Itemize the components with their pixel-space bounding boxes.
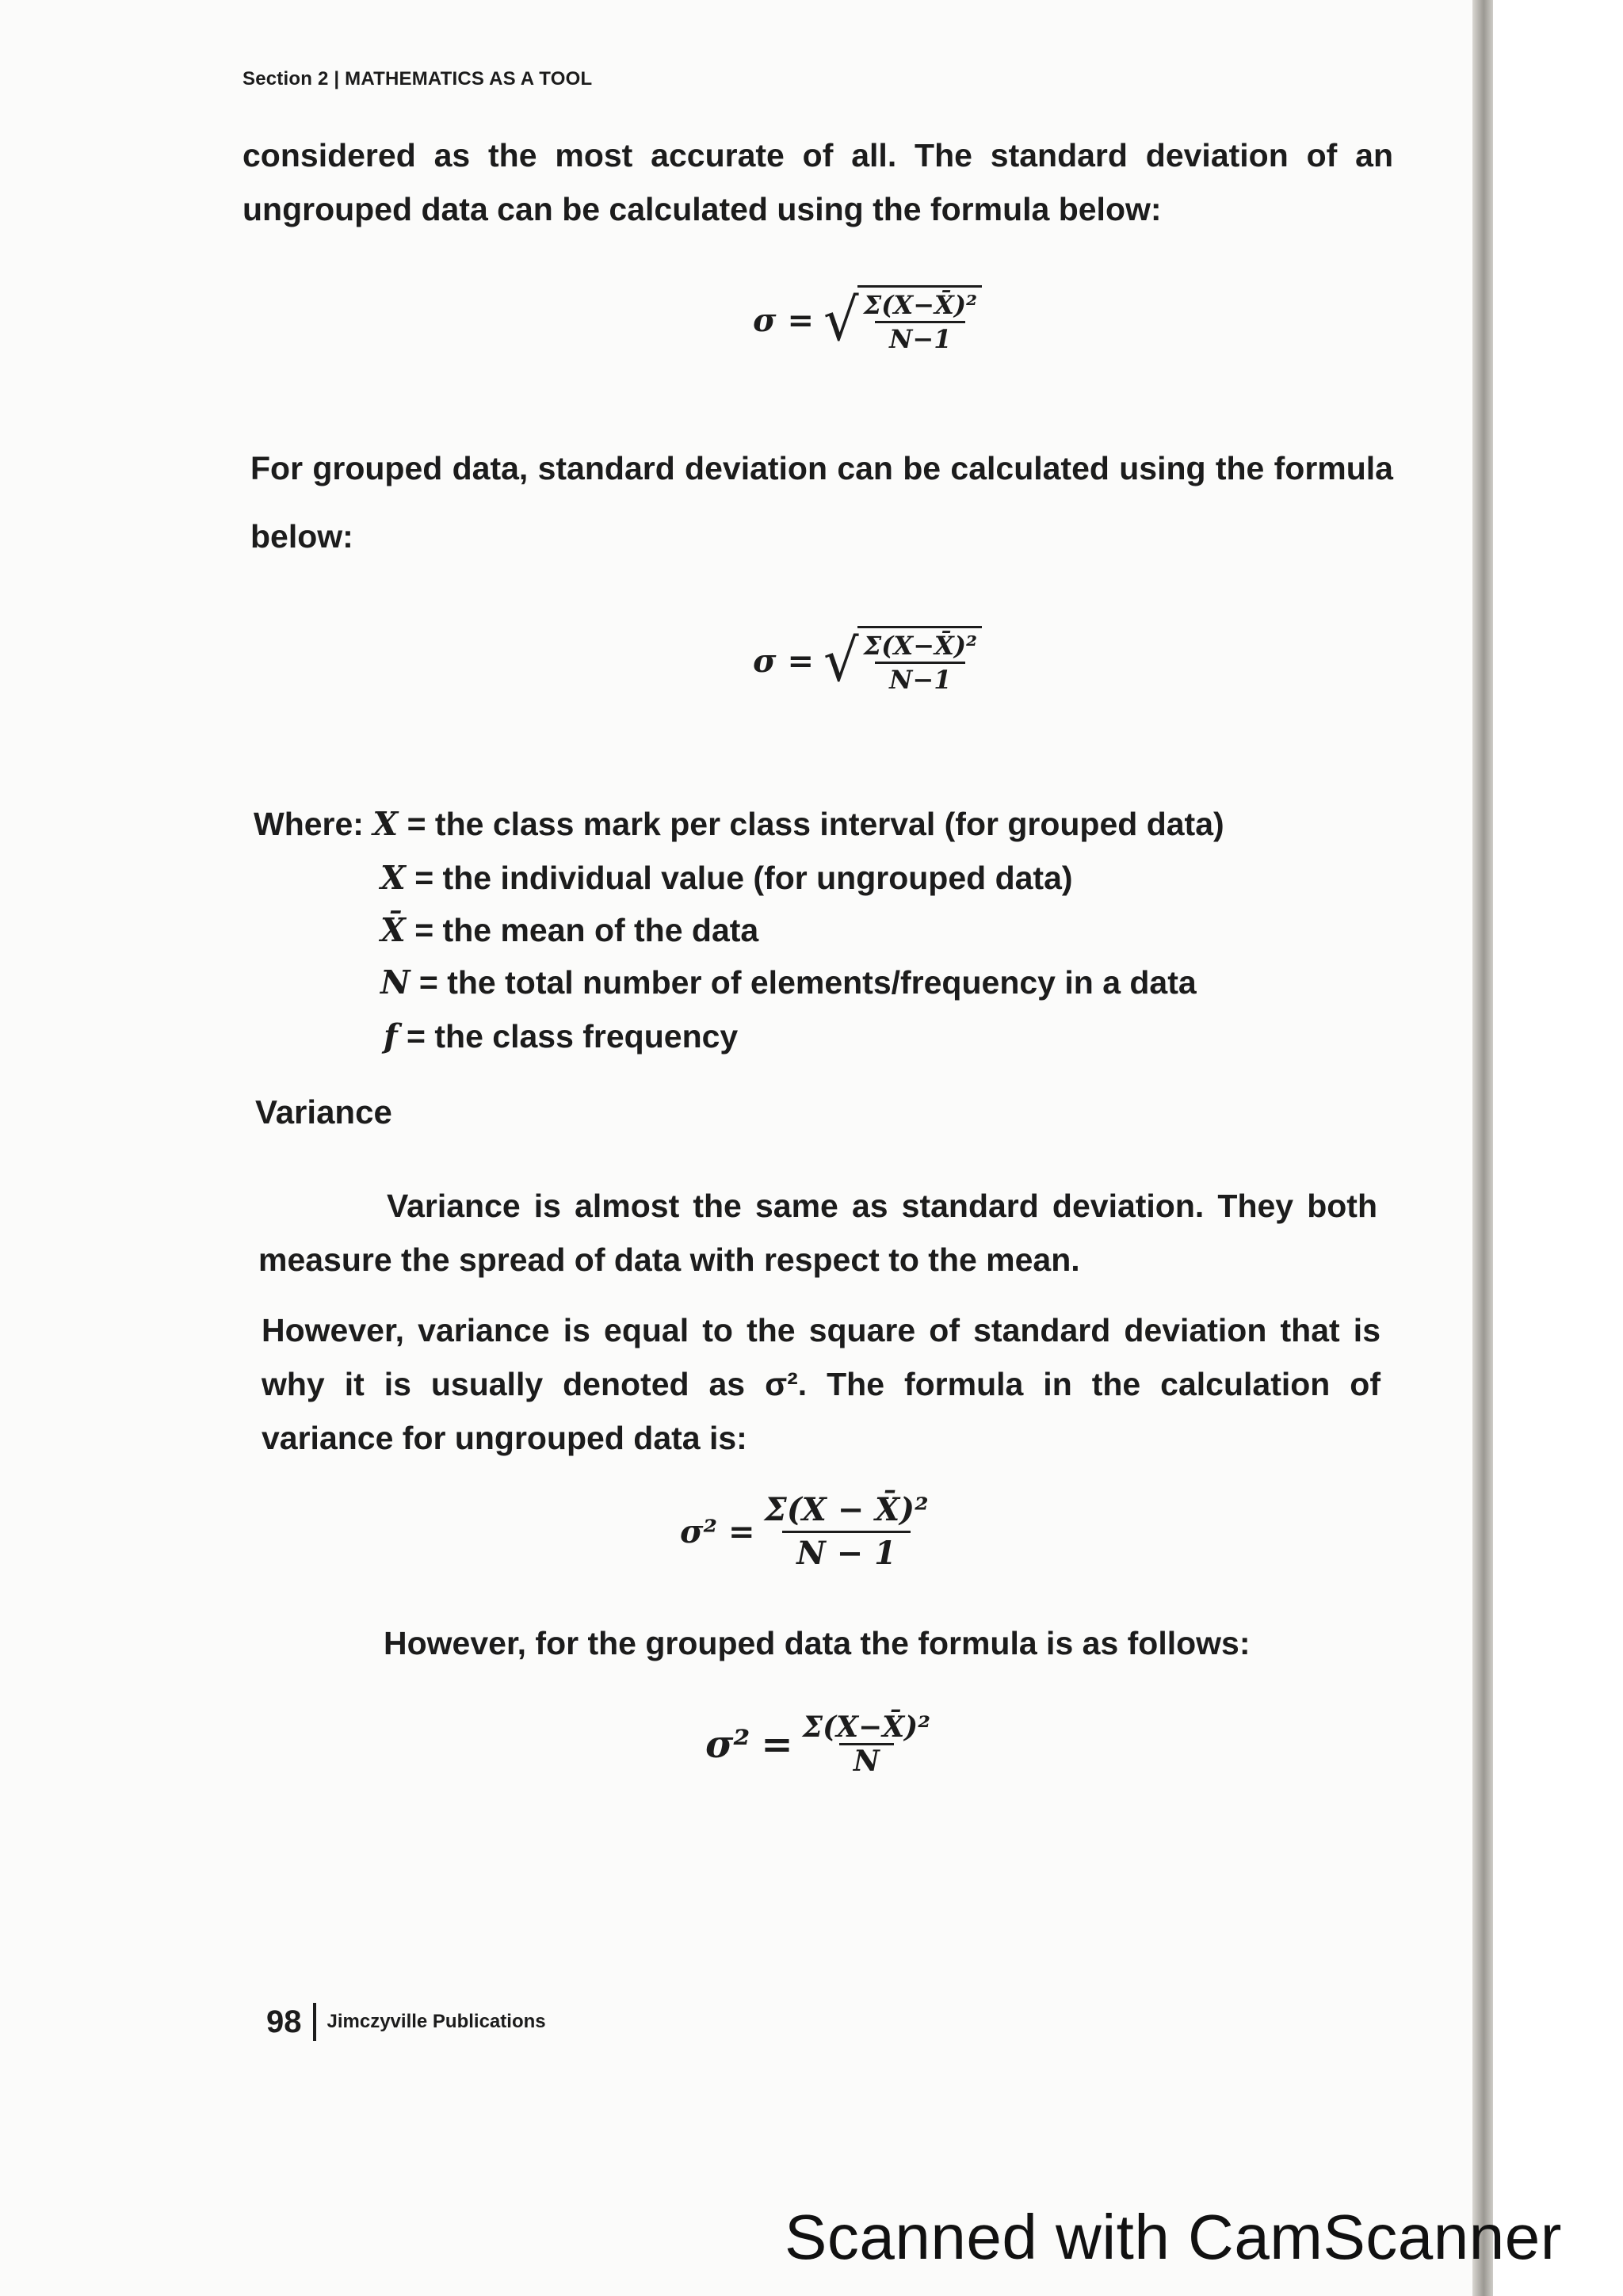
definitions-lead: Where: (254, 806, 364, 842)
definition-row (380, 960, 1197, 1005)
page-number: 98 (266, 2004, 302, 2039)
publisher-name: Jimczyville Publications (327, 2011, 546, 2032)
footer-divider (313, 2003, 316, 2041)
formula-sd-grouped (753, 626, 982, 696)
formula-lhs: σ² (705, 1722, 750, 1767)
square-root-icon: √ (823, 285, 859, 355)
formula-equals: = (787, 642, 815, 680)
formula-variance-grouped (705, 1711, 930, 1777)
definition-text: = the class mark per class interval (for grouped data) (407, 806, 1224, 842)
square-root-icon: √ (823, 626, 859, 696)
variance-paragraph-2 (262, 1303, 1381, 1465)
formula-numerator: Σ(X − X̄)² (764, 1491, 929, 1528)
formula-lhs: σ (753, 642, 777, 680)
definition-row (384, 1014, 738, 1058)
intro-text: considered as the most accurate of all. The standard deviation of an ungrouped data can be calculated using the formula below: (242, 137, 1393, 227)
formula-numerator: Σ(X−X̄)² (863, 631, 978, 661)
formula-equals: = (787, 301, 815, 339)
page-footer (266, 2003, 546, 2041)
definition-symbol: N (380, 963, 411, 1001)
formula-lhs: σ² (680, 1513, 718, 1550)
definition-row (254, 802, 1224, 846)
formula-sd-ungrouped (753, 285, 982, 355)
formula-denominator: N−1 (875, 662, 965, 696)
formula-variance-ungrouped (680, 1489, 929, 1574)
definition-text: = the class frequency (407, 1018, 739, 1055)
formula-lhs: σ (753, 301, 777, 339)
definition-text: = the total number of elements/frequency in a data (418, 964, 1197, 1001)
grouped-intro-text: For grouped data, standard deviation can be calculated using the formula below: (250, 450, 1393, 555)
definition-symbol: X (372, 805, 399, 843)
grouped-variance-lead-text: However, for the grouped data the formula is as follows: (384, 1625, 1251, 1661)
definition-text: = the mean of the data (414, 912, 759, 948)
section-header: Section 2 | MATHEMATICS AS A TOOL (242, 68, 593, 90)
variance-heading: Variance (255, 1093, 392, 1131)
variance-p2-text: However, variance is equal to the square of standard deviation that is why it is usually denoted as σ². The formula in the calculation of variance for ungrouped data is: (262, 1312, 1381, 1456)
intro-paragraph (242, 128, 1393, 236)
definition-text: = the individual value (for ungrouped data) (414, 860, 1073, 896)
formula-numerator: Σ(X−X̄)² (863, 290, 978, 320)
formula-fraction (803, 1711, 930, 1777)
formula-equals: = (728, 1513, 755, 1550)
formula-denominator: N−1 (875, 321, 965, 355)
formula-denominator: N (839, 1743, 894, 1777)
variance-p1-text: Variance is almost the same as standard deviation. They both measure the spread of data with respect to the mean. (258, 1188, 1377, 1278)
formula-fraction (857, 626, 982, 696)
definition-row (380, 908, 758, 952)
book-spine (1472, 0, 1493, 2296)
formula-equals: = (761, 1722, 793, 1767)
definition-symbol: X̄ (380, 911, 406, 949)
grouped-intro-paragraph (250, 434, 1393, 570)
grouped-variance-lead (384, 1616, 1414, 1670)
definition-symbol: X (380, 859, 406, 897)
formula-denominator: N − 1 (782, 1531, 911, 1574)
definition-row (380, 856, 1073, 900)
formula-numerator: Σ(X−X̄)² (802, 1711, 930, 1744)
formula-fraction (765, 1489, 929, 1574)
definition-symbol: f (384, 1017, 398, 1055)
formula-fraction (857, 285, 982, 355)
scanner-watermark: Scanned with CamScanner (785, 2202, 1562, 2272)
variance-paragraph-1 (258, 1179, 1377, 1287)
